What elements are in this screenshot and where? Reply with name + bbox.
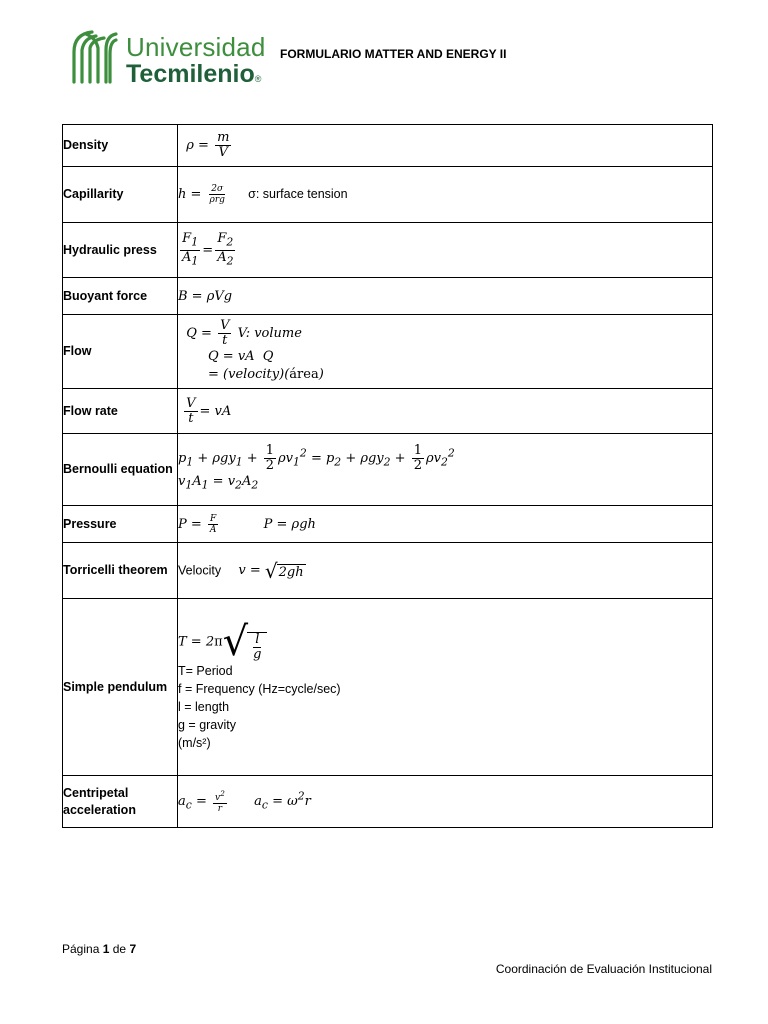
logo-tecmilenio-text: Tecmilenio <box>126 60 255 88</box>
period-definition: T= Period <box>178 664 233 678</box>
logo-university: Universidad <box>126 32 266 62</box>
row-name: Bernoulli equation <box>63 434 178 506</box>
gravity-definition: g = gravity <box>178 718 237 732</box>
table-row <box>63 543 713 599</box>
row-name: Hydraulic press <box>63 223 178 278</box>
surface-tension-note: σ: surface tension <box>248 187 348 201</box>
flow-formula: Q = $\frac{V}{t}$ V: volume Q = vA Q = (velocity)(área) <box>178 315 713 389</box>
row-name: Pressure <box>63 506 178 543</box>
page-mid: de <box>112 942 127 956</box>
registered-mark: ® <box>254 74 262 84</box>
pressure-formula: P = $\frac{F}{A}$ P = ρgh <box>178 506 713 543</box>
table-row <box>63 125 713 167</box>
row-name: Torricelli theorem <box>63 543 178 599</box>
row-name: Capillarity <box>63 167 178 223</box>
table-row <box>63 167 713 223</box>
flow-rate-formula: $\frac{V}{t}$ = vA <box>178 389 713 434</box>
page-header <box>66 28 746 88</box>
gravity-units: (m/s²) <box>178 736 211 750</box>
bernoulli-formula: $p_1 + \rho gy_1$ + $\frac{1}{2}$ $\rho v_1^2 = p_2 + \rho gy_2$ + $\frac{1}{2}$ $\rho v_2^2$ $v_1A_1 = v_2A_2$ <box>178 434 713 506</box>
length-definition: l = length <box>178 700 230 714</box>
tecmilenio-logo-icon <box>66 28 118 84</box>
table-row <box>63 223 713 278</box>
density-formula: ρ = $\frac{m}{V}$ <box>178 125 713 167</box>
frequency-definition: f = Frequency (Hz=cycle/sec) <box>178 682 341 696</box>
simple-pendulum-formula: T = 2π √ $\frac{l}{g}$ T= Period f = Frequency (Hz=cycle/sec) l = length g = gravity (m/s²) <box>178 599 713 776</box>
page-total: 7 <box>129 942 137 956</box>
table-row <box>63 315 713 389</box>
document-title: FORMULARIO MATTER AND ENERGY II <box>280 47 507 61</box>
row-name: Centripetal acceleration <box>63 776 178 828</box>
page-current: 1 <box>102 942 110 956</box>
table-row <box>63 389 713 434</box>
velocity-label: Velocity <box>178 563 222 577</box>
footer-coordination: Coordinación de Evaluación Institucional <box>495 962 712 976</box>
hydraulic-press-formula: $\frac{F_1}{A_1}$ = $\frac{F_2}{A_2}$ <box>178 223 713 278</box>
table-row <box>63 434 713 506</box>
row-name: Flow <box>63 315 178 389</box>
page-prefix: Página <box>62 942 100 956</box>
logo-tecmilenio <box>126 62 266 87</box>
torricelli-formula: Velocity v = √ 2gh <box>178 543 713 599</box>
table-row <box>63 506 713 543</box>
centripetal-formula: $a_c$ = $\frac{v^2}{r}$ $a_c = \omega^2r$ <box>178 776 713 828</box>
buoyant-force-formula: B = ρVg <box>178 278 713 315</box>
table-row <box>63 776 713 828</box>
table-row <box>63 278 713 315</box>
logo-wordmark <box>126 34 266 87</box>
row-name: Flow rate <box>63 389 178 434</box>
row-name: Simple pendulum <box>63 599 178 776</box>
capillarity-formula: h = $\frac{2\sigma}{\text{ρrg}}$ σ: surface tension <box>178 167 713 223</box>
row-name: Density <box>63 125 178 167</box>
table-row <box>63 599 713 776</box>
row-name: Buoyant force <box>63 278 178 315</box>
page-number <box>62 942 136 956</box>
formula-table <box>62 124 713 828</box>
